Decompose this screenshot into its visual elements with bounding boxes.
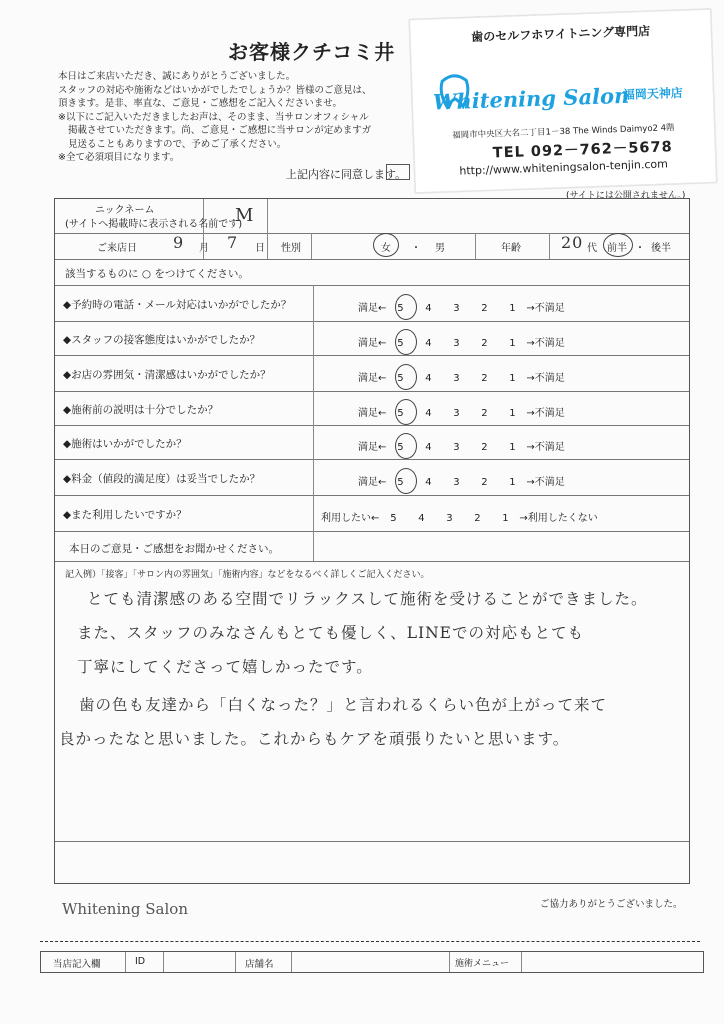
scale-left-label: 満足←	[358, 477, 387, 488]
card-address: 福岡市中央区大名二丁目1－38 The Winds Daimyo2 4階	[451, 123, 675, 141]
rating-scale[interactable]	[358, 299, 565, 314]
rating-5[interactable]: 5	[390, 513, 397, 524]
rating-2[interactable]: 2	[474, 513, 481, 524]
visit-date-label: ご来店日	[97, 243, 137, 254]
rating-5[interactable]: 5	[397, 477, 404, 488]
intro-line: 頂きます。是非、率直な、ご意見・ご感想をご記入くださいませ。	[58, 98, 342, 109]
comment-label: 本日のご意見・ご感想をお聞かせください。	[69, 543, 279, 555]
day-unit: 日	[255, 243, 265, 254]
age-label: 年齢	[501, 243, 521, 254]
rating-2[interactable]: 2	[481, 408, 488, 419]
scale-right-label: →不満足	[526, 338, 565, 349]
rating-2[interactable]: 2	[481, 477, 488, 488]
rating-1[interactable]: 1	[502, 513, 509, 524]
intro-line: ※以下にご記入いただきましたお声は、そのまま、当サロンオフィシャル	[58, 111, 369, 123]
rating-1[interactable]: 1	[509, 477, 516, 488]
id-label: ID	[135, 956, 146, 967]
rating-3[interactable]: 3	[453, 442, 460, 453]
question-7: ◆また利用したいですか？	[63, 509, 187, 521]
intro-line: 本日はご来店いただき、誠にありがとうございました。	[58, 71, 296, 82]
rating-1[interactable]: 1	[509, 338, 516, 349]
rating-2[interactable]: 2	[481, 338, 488, 349]
age-late-option[interactable]: 後半	[651, 243, 671, 254]
comment-line: 歯の色も友達から「白くなった？」と言われるくらい色が上がって来て	[79, 696, 608, 714]
month-unit: 月	[199, 243, 209, 254]
rating-5[interactable]: 5	[397, 442, 404, 453]
gender-male-option[interactable]: 男	[435, 243, 445, 254]
scale-left-label: 満足←	[358, 338, 387, 349]
intro-line: 見送ることもありますので、予めご了承ください。	[68, 138, 287, 150]
scale-right-label: →不満足	[526, 477, 565, 488]
cut-line	[40, 941, 700, 942]
instruction-text: 該当するものに ○ をつけてください。	[65, 268, 249, 280]
intro-line: スタッフの対応や施術などはいかがでしたでしょうか？皆様のご意見は、	[58, 84, 372, 96]
comment-line: また、スタッフのみなさんもとても優しく、LINEでの対応もとても	[77, 624, 584, 642]
comment-line: 丁寧にしてくださって嬉しかったです。	[77, 658, 373, 676]
selection-circle	[603, 233, 633, 257]
rating-4[interactable]: 4	[425, 373, 432, 384]
scale-left-label: 満足←	[358, 408, 387, 419]
survey-table	[54, 198, 690, 884]
scale-left-label: 満足←	[358, 442, 387, 453]
card-phone: TEL 092－762－5678	[492, 139, 673, 162]
nickname-field[interactable]: M	[235, 205, 255, 226]
revisit-right-label: →利用したくない	[519, 513, 598, 524]
age-field[interactable]: 20	[561, 233, 584, 252]
rating-4[interactable]: 4	[418, 513, 425, 524]
rating-1[interactable]: 1	[509, 408, 516, 419]
rating-4[interactable]: 4	[425, 442, 432, 453]
shop-entry-row	[40, 951, 704, 973]
rating-3[interactable]: 3	[453, 408, 460, 419]
selection-circle	[395, 468, 417, 494]
question-3: ◆お店の雰囲気・清潔感はいかがでしたか？	[63, 369, 271, 381]
rating-2[interactable]: 2	[481, 303, 488, 314]
footer-logo: Whitening Salon	[62, 900, 188, 918]
card-url: http://www.whiteningsalon-tenjin.com	[459, 157, 669, 178]
scale-left-label: 満足←	[358, 303, 387, 314]
age-unit: 代	[587, 243, 597, 254]
rating-scale[interactable]	[358, 369, 565, 384]
scale-right-label: →不満足	[526, 442, 565, 453]
consent-text: 上記内容に同意します。	[286, 168, 407, 181]
selection-circle	[395, 433, 417, 459]
rating-5[interactable]: 5	[397, 408, 404, 419]
card-branch: 福岡天神店	[622, 85, 684, 102]
card-tagline: 歯のセルフホワイトニング専門店	[471, 23, 651, 45]
salon-card-sticker	[409, 9, 717, 193]
gender-label: 性別	[281, 243, 301, 254]
thanks-text: ご協力ありがとうございました。	[540, 899, 683, 910]
question-1: ◆予約時の電話・メール対応はいかがでしたか？	[63, 299, 292, 311]
rating-5[interactable]: 5	[397, 338, 404, 349]
rating-3[interactable]: 3	[453, 373, 460, 384]
revisit-scale[interactable]	[321, 509, 598, 524]
scale-right-label: →不満足	[526, 303, 565, 314]
rating-1[interactable]: 1	[509, 303, 516, 314]
rating-2[interactable]: 2	[481, 442, 488, 453]
separator: ・	[411, 243, 421, 254]
question-2: ◆スタッフの接客態度はいかがでしたか？	[63, 334, 261, 346]
selection-circle	[395, 399, 417, 425]
revisit-left-label: 利用したい←	[321, 513, 380, 524]
rating-scale[interactable]	[358, 334, 565, 349]
rating-3[interactable]: 3	[453, 303, 460, 314]
menu-label: 施術メニュー	[455, 959, 510, 969]
intro-text	[58, 70, 418, 165]
age-early-option[interactable]: 前半	[607, 243, 627, 254]
rating-scale[interactable]	[358, 473, 565, 488]
scale-right-label: →不満足	[526, 408, 565, 419]
comment-example: 記入例）「接客」「サロン内の雰囲気」「施術内容」などをなるべく詳しくご記入ください。	[65, 570, 430, 580]
rating-4[interactable]: 4	[425, 303, 432, 314]
question-5: ◆施術はいかがでしたか？	[63, 438, 187, 450]
rating-scale[interactable]	[358, 438, 565, 453]
comment-line: 良かったなと思いました。これからもケアを頑張りたいと思います。	[59, 730, 570, 748]
scale-left-label: 満足←	[358, 373, 387, 384]
card-logo: Whitening Salon	[432, 82, 630, 115]
intro-line: ※全て必須項目になります。	[58, 152, 180, 163]
shop-entry-label: 当店記入欄	[53, 959, 101, 970]
question-4: ◆施術前の説明は十分でしたか？	[63, 404, 219, 416]
comment-line: とても清潔感のある空間でリラックスして施術を受けることができました。	[87, 590, 648, 608]
rating-5[interactable]: 5	[397, 373, 404, 384]
store-label: 店舗名	[245, 959, 274, 970]
nickname-sub-label: (サイトへ掲載時に表示される名前です)	[65, 219, 243, 230]
visit-month-field[interactable]: 9	[173, 233, 185, 252]
gender-female-option[interactable]: 女	[381, 243, 391, 254]
rating-3[interactable]: 3	[453, 477, 460, 488]
scale-right-label: →不満足	[526, 373, 565, 384]
rating-4[interactable]: 4	[425, 477, 432, 488]
nickname-label: ニックネーム	[95, 205, 155, 216]
rating-3[interactable]: 3	[453, 338, 460, 349]
public-note: (サイトには公開されません。)	[566, 191, 686, 201]
rating-scale[interactable]	[358, 404, 565, 419]
intro-line: 掲載させていただきます。尚、ご意見・ご感想に当サロンが定めますガ	[68, 125, 372, 136]
question-6: ◆料金（値段的満足度）は妥当でしたか？	[63, 473, 261, 485]
rating-3[interactable]: 3	[446, 513, 453, 524]
visit-day-field[interactable]: 7	[227, 233, 239, 252]
rating-1[interactable]: 1	[509, 373, 516, 384]
selection-circle	[395, 329, 417, 355]
consent-checkbox[interactable]	[386, 164, 410, 180]
rating-5[interactable]: 5	[397, 303, 404, 314]
form-title: お客様クチコミ井	[228, 40, 396, 64]
separator: ・	[635, 243, 645, 254]
selection-circle	[395, 294, 417, 320]
rating-2[interactable]: 2	[481, 373, 488, 384]
rating-4[interactable]: 4	[425, 408, 432, 419]
selection-circle	[373, 233, 399, 257]
selection-circle	[395, 364, 417, 390]
rating-4[interactable]: 4	[425, 338, 432, 349]
rating-1[interactable]: 1	[509, 442, 516, 453]
